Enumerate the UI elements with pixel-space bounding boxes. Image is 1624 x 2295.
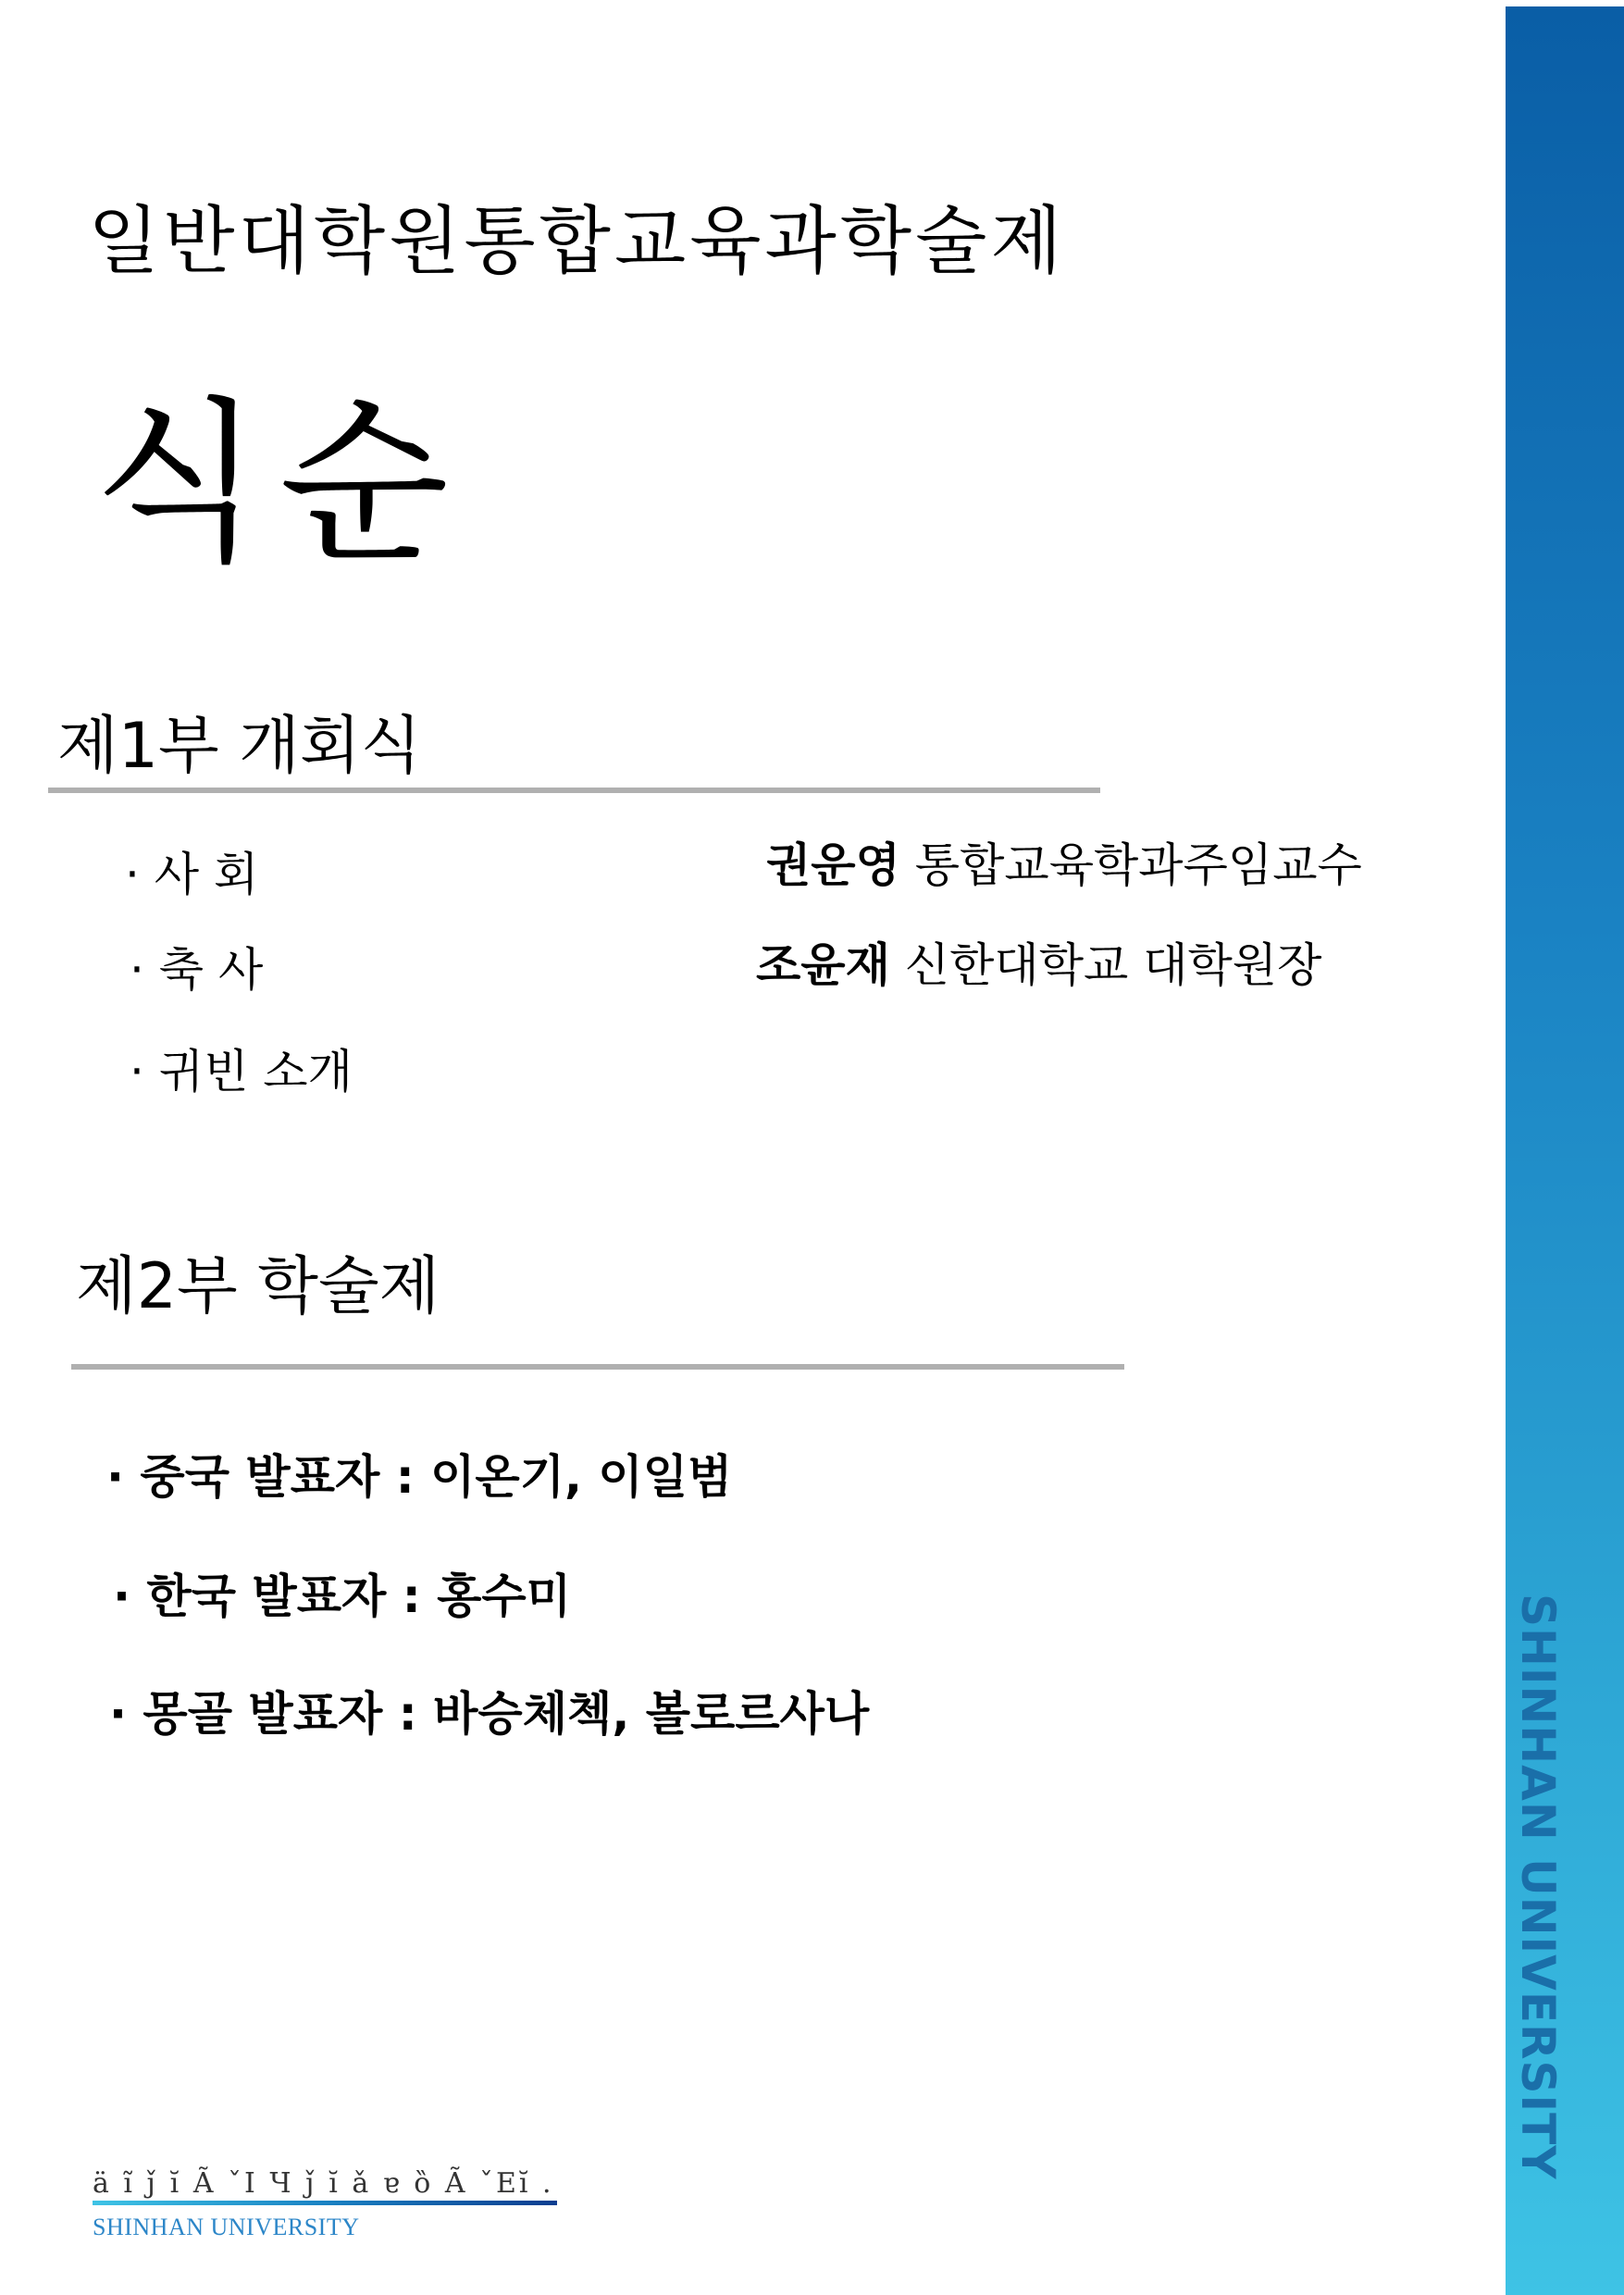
part1-item-guests-label: · 귀빈 소개 (130, 1045, 353, 1098)
host-role: 통합교육학과주임교수 (899, 838, 1362, 892)
footer-university-name: SHINHAN UNIVERSITY (93, 2214, 360, 2240)
speech-name: 조윤재 (756, 938, 890, 992)
sidebar-university-text: SHINHAN UNIVERSITY (1511, 1594, 1565, 2180)
part1-heading: 제1부 개회식 (57, 710, 422, 783)
event-subtitle: 일반대학원통합교육과학술제 (88, 198, 1066, 284)
footer-logo-rule (93, 2201, 557, 2205)
page-title: 식순 (93, 381, 466, 586)
speech-role: 신한대학교 대학원장 (889, 938, 1322, 992)
host-name: 권운영 (766, 838, 900, 892)
part1-item-speech-label: · 축 사 (130, 943, 264, 997)
part1-item-host-label: · 사 회 (125, 848, 259, 901)
part2-item-china: · 중국 발표자 : 이온기, 이일범 (106, 1450, 733, 1504)
part2-divider (71, 1364, 1124, 1370)
part2-item-mongolia: · 몽골 발표자 : 바승체첵, 볼로르사나 (109, 1687, 870, 1741)
part2-heading: 제2부 학술제 (76, 1250, 440, 1323)
footer-logo-garbled-text: ä ĩ ǰ ĭ Ã ˇΙ Ч ǰ ĭ ǎ ɐ ȍ Ã ˇΕĭ . (93, 2167, 554, 2200)
part1-item-host-person (766, 828, 1362, 895)
part2-item-korea: · 한국 발표자 : 홍수미 (113, 1569, 572, 1623)
part1-divider (48, 788, 1100, 793)
part1-item-speech-person (756, 928, 1321, 995)
